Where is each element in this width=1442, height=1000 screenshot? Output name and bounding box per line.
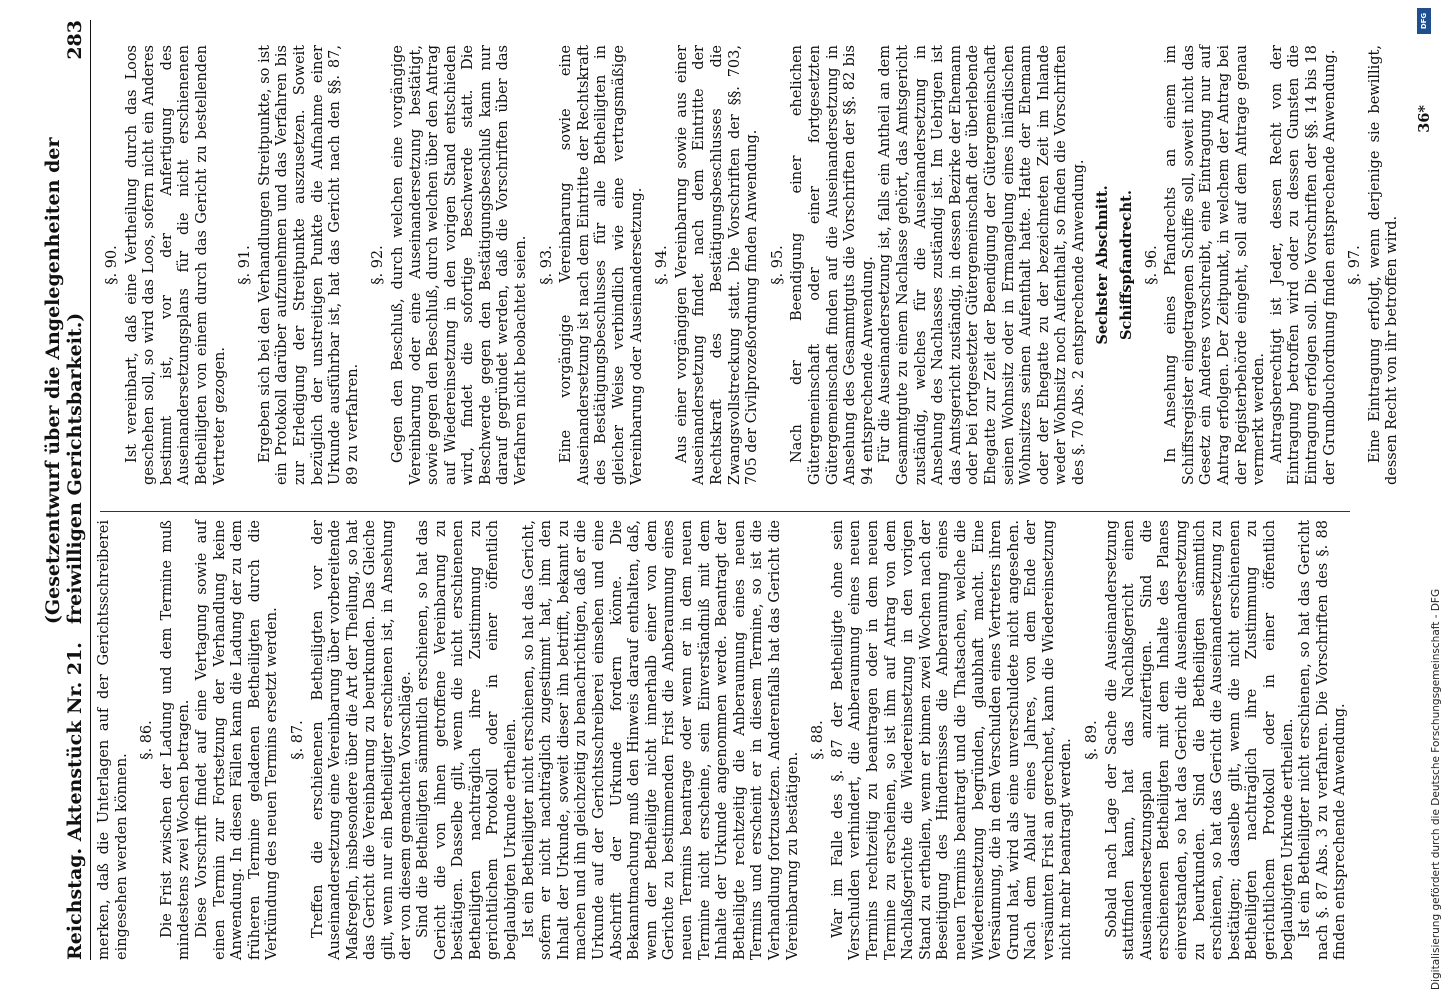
section-heading: Schiffspfandrecht. (1118, 190, 1136, 340)
page-number: 283 (64, 20, 86, 60)
paragraph: Ergeben sich bei den Verhandlungen Streitpunkte, so ist ein Protokoll darüber aufzunehmen und das Verfahren bis zur Erledigung der Streitpunkte auszusetzen. Soweit bezüglich der unstreitigen Punkte die Aufnahme einer Urkunde ausführbar ist, hat das Gericht nach den §§. 87, 89 zu verfahren. (256, 45, 361, 485)
footer-signature-mark: 36* (1415, 105, 1433, 133)
section-number: §. 91. (237, 245, 254, 285)
page-header (42, 20, 91, 960)
dfg-logo: DFG (1417, 8, 1431, 34)
section-number: §. 96. (1143, 245, 1160, 285)
paragraph: In Ansehung eines Pfandrechts an einem im Schiffsregister eingetragenen Schiffe soll, soweit nicht das Gesetz ein Anderes vorschreibt, eine Eintragung nur auf Antrag erfolgen. Der Zeitpunkt, in welchem der Antrag bei der Registerbehörde eingeht, soll auf dem Antrage genau vermerkt werden. (1163, 45, 1268, 485)
digitization-note-text: Digitalisierung gefördert durch die Deutsche Forschungsgemeinschaft - DFG (1430, 588, 1442, 990)
section-number: §. 87. (289, 720, 306, 760)
paragraph: Sobald nach Lage der Sache die Auseinandersetzung stattfinden kann, hat das Nachlaßgericht einen Auseinandersetzungsplan anzufertigen. Sind die erschienenen Betheiligten mit dem Inhalte des Planes einverstanden, so hat das Gericht die Auseinandersetzung zu beurkunden. Sind die Betheiligten sämmtlich erschienen, so hat das Gericht die Auseinandersetzung zu bestätigen; dasselbe gilt, wenn die nicht erschienenen Betheiligten nachträglich ihre Zustimmung zu gerichtlichem Protokoll oder in einer öffentlich beglaubigten Urkunde ertheilen. (1103, 520, 1296, 960)
paragraph: merken, daß die Unterlagen auf der Gerichtsschreiberei eingesehen werden können. (96, 520, 130, 960)
paragraph: Ist ein Betheiligter nicht erschienen, so hat das Gericht nach §. 87 Abs. 3 zu verfahren. Die Vorschriften des §. 88 finden entsprechende Anwendung. (1297, 520, 1349, 960)
section-number: §. 92. (370, 245, 387, 285)
right-text-column (96, 45, 1434, 485)
section-number: §. 93. (538, 245, 555, 285)
paragraph: Aus einer vorgängigen Vereinbarung sowie aus einer Auseinandersetzung findet nach dem Eintritte der Rechtskraft des Bestätigungsbeschlusses die Zwangsvollstreckung statt. Die Vorschriften der §§. 703, 705 der Civilprozeßordnung finden Anwendung. (673, 45, 761, 485)
column-divider (100, 511, 1350, 512)
digitization-note (1412, 10, 1442, 990)
section-number: §. 97. (1347, 245, 1364, 285)
section-number: §. 90. (104, 245, 120, 285)
header-subtitle: (Gesetzentwurf über die Angelegenheiten der freiwilligen Gerichtsbarkeit.) (42, 137, 86, 625)
section-number: §. 88. (810, 720, 827, 760)
paragraph: Gegen den Beschluß, durch welchen eine vorgängige Vereinbarung oder eine Auseinandersetzung bestätigt, sowie gegen den Beschluß, durch welchen über den Antrag auf Wiedereinsetzung in den vorigen Stand entschieden wird, findet die sofortige Beschwerde statt. Die Beschwerde gegen den Bestätigungsbeschluß kann nur darauf gegründet werden, daß die Vorschriften über das Verfahren nicht beobachtet seien. (389, 45, 530, 485)
paragraph: Sind die Betheiligten sämmtlich erschienen, so hat das Gericht die von ihnen getroffene Vereinbarung zu bestätigen. Dasselbe gilt, wenn die nicht erschienenen Betheiligten nachträglich ihre Zustimmung zu gerichtlichem Protokoll oder in einer öffentlich beglaubigten Urkunde ertheilen. (415, 520, 520, 960)
section-number: §. 86. (139, 720, 156, 760)
section-heading: Sechster Abschnitt. (1094, 185, 1112, 345)
section-number: §. 95. (769, 245, 786, 285)
section-number: §. 89. (1084, 720, 1101, 760)
left-text-column (96, 520, 1350, 960)
paragraph: Ist vereinbart, daß eine Vertheilung durch das Loos geschehen soll, so wird das Loos, sofern nicht ein Anderes bestimmt ist, vor der Anfertigung des Auseinandersetzungsplans für die nicht erschienenen Betheiligten von einem durch das Gericht zu bestellenden Vertreter gezogen. (123, 45, 228, 485)
paragraph: Eine vorgängige Vereinbarung sowie eine Auseinandersetzung ist nach dem Eintritte der Rechtskraft des Bestätigungsbeschlusses für alle Betheiligten in gleicher Weise verbindlich wie eine vertragsmäßige Vereinbarung oder Auseinandersetzung. (558, 45, 645, 485)
paragraph: Für die Auseinandersetzung ist, falls ein Antheil an dem Gesammtgute zu einem Nachlasse gehört, das Amtsgericht zuständig, welches für die Auseinandersetzung in Ansehung des Nachlasses zuständig ist. Im Uebrigen ist das Amtsgericht zuständig, in dessen Bezirke der Ehemann oder bei fortgesetzter Gütergemeinschaft der überlebende Ehegatte zur Zeit der Beendigung der Gütergemeinschaft seinen Wohnsitz oder in Ermangelung eines inländischen Wohnsitzes seinen Aufenthalt hatte. Hatte der Ehemann oder der Ehegatte zu der bezeichneten Zeit im Inlande weder Wohnsitz noch Aufenthalt, so finden die Vorschriften des §. 70 Abs. 2 entsprechende Anwendung. (877, 45, 1087, 485)
paragraph: Diese Vorschrift findet auf eine Vertagung sowie auf einen Termin zur Fortsetzung der Verhandlung keine Anwendung. In diesen Fällen kann die Ladung der zu dem früheren Termine geladenen Betheiligten durch die Verkündung des neuen Termins ersetzt werden. (193, 520, 281, 960)
paragraph: Ist ein Betheiligter nicht erschienen, so hat das Gericht, sofern er nicht nachträglich zugestimmt hat, ihm den Inhalt der Urkunde, soweit dieser ihn betrifft, bekannt zu machen und ihn gleichzeitig zu benachrichtigen, daß er die Urkunde auf der Gerichtsschreiberei einsehen und eine Abschrift der Urkunde fordern könne. Die Bekanntmachung muß den Hinweis darauf enthalten, daß, wenn der Betheiligte nicht innerhalb einer von dem Gerichte zu bestimmenden Frist die Anberaumung eines neuen Termins beantrage oder wenn er in dem neuen Termine nicht erscheine, sein Einverständniß mit dem Inhalte der Urkunde angenommen werde. Beantragt der Betheiligte rechtzeitig die Anberaumung eines neuen Termins und erscheint er in diesem Termine, so ist die Verhandlung fortzusetzen. Anderenfalls hat das Gericht die Vereinbarung zu bestätigen. (520, 520, 801, 960)
paragraph: Antragsberechtigt ist Jeder, dessen Recht von der Eintragung betroffen wird oder zu dessen Gunsten die Eintragung erfolgen soll. Die Vorschriften der §§. 14 bis 18 der Grundbuchordnung finden entsprechende Anwendung. (1268, 45, 1338, 485)
paragraph: Treffen die erschienenen Betheiligten vor der Auseinandersetzung eine Vereinbarung über vorbereitende Maßregeln, insbesondere über die Art der Theilung, so hat das Gericht die Vereinbarung zu beurkunden. Das Gleiche gilt, wenn nur ein Betheiligter erschienen ist, in Ansehung der von diesem gemachten Vorschläge. (309, 520, 414, 960)
paragraph: Nach der Beendigung einer ehelichen Gütergemeinschaft oder einer fortgesetzten Gütergemeinschaft finden auf die Auseinandersetzung in Ansehung des Gesammtguts die Vorschriften der §§. 82 bis 94 entsprechende Anwendung. (789, 45, 876, 485)
header-title: Reichstag. Aktenstück Nr. 21. (64, 642, 86, 960)
paragraph: Eine Eintragung erfolgt, wenn derjenige sie bewilligt, dessen Recht von ihr betroffen wird. (1366, 45, 1401, 485)
paragraph: Die Frist zwischen der Ladung und dem Termine muß mindestens zwei Wochen betragen. (158, 520, 193, 960)
section-number: §. 94. (654, 245, 671, 285)
paragraph: War im Falle des §. 87 der Betheiligte ohne sein Verschulden verhindert, die Anberaumung eines neuen Termins rechtzeitig zu beantragen oder in dem neuen Termine zu erscheinen, so ist ihm auf Antrag von dem Nachlaßgerichte die Wiedereinsetzung in den vorigen Stand zu ertheilen, wenn er binnen zwei Wochen nach der Beseitigung des Hindernisses die Anberaumung eines neuen Termins beantragt und die Thatsachen, welche die Wiedereinsetzung begründen, glaubhaft macht. Eine Versäumung, die in dem Verschulden eines Vertreters ihren Grund hat, wird als eine unverschuldete nicht angesehen. Nach dem Ablauf eines Jahres, von dem Ende der versäumten Frist an gerechnet, kann die Wiedereinsetzung nicht mehr beantragt werden. (829, 520, 1075, 960)
